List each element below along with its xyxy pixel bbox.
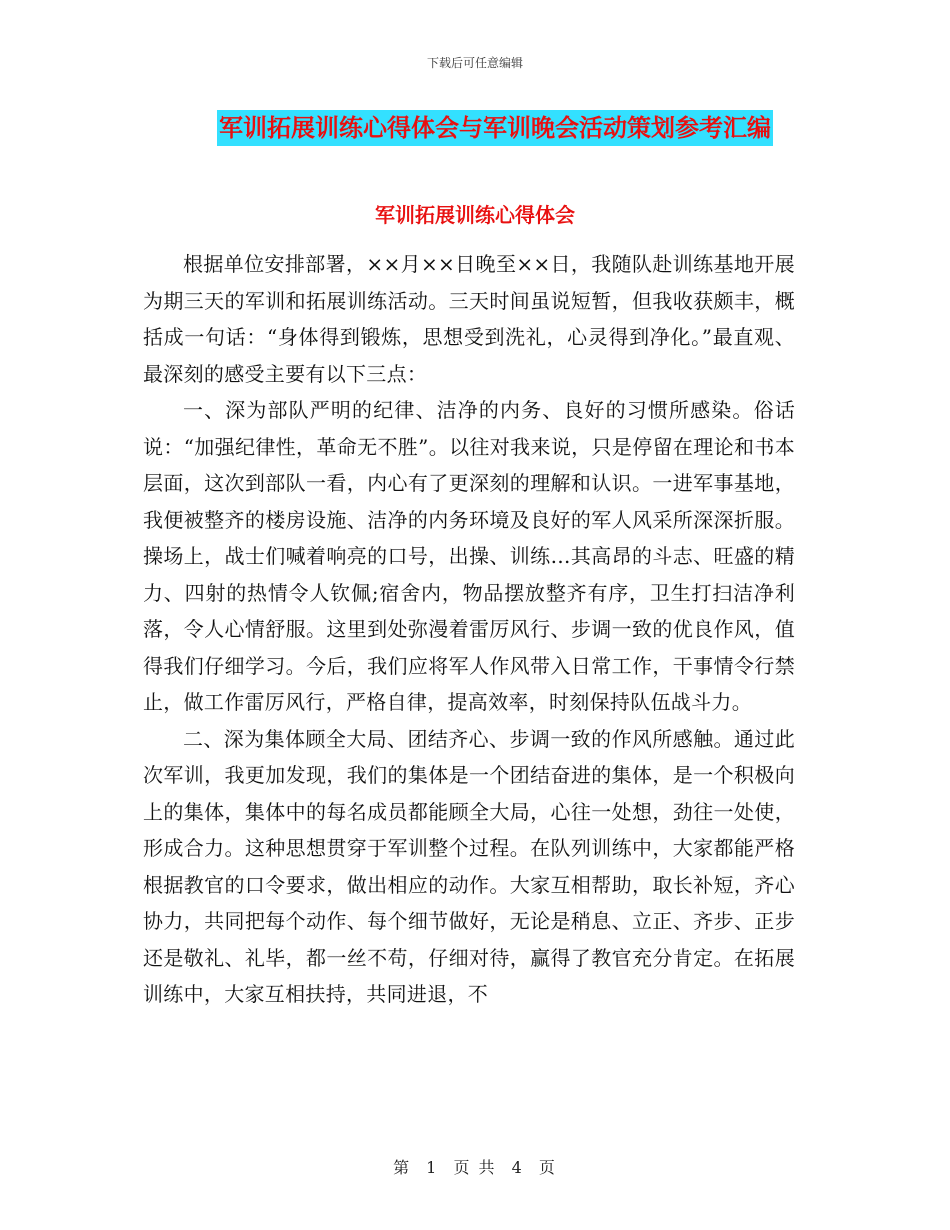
body-text [143,246,795,1013]
paragraph: 根据单位安排部署，××月××日晚至××日，我随队赴训练基地开展为期三天的军训和拓展训练活动。三天时间虽说短暂，但我收获颇丰，概括成一句话：“身体得到锻炼，思想受到洗礼，心灵得到净化。”最直观、最深刻的感受主要有以下三点： [143,252,795,386]
section-title: 军训拓展训练心得体会 [375,203,575,227]
paragraph: 二、深为集体顾全大局、团结齐心、步调一致的作风所感触。通过此次军训，我更加发现，我们的集体是一个团结奋进的集体，是一个积极向上的集体，集体中的每名成员都能顾全大局，心往一处想，劲往一处使，形成合力。这种思想贯穿于军训整个过程。在队列训练中，大家都能严格根据教官的口令要求，做出相应的动作。大家互相帮助，取长补短，齐心协力，共同把每个动作、每个细节做好，无论是稍息、立正、齐步、正步还是敬礼、礼毕，都一丝不苟，仔细对待，赢得了教官充分肯定。在拓展训练中，大家互相扶持，共同进退，不 [143,726,795,1006]
footer-middle: 页 共 [453,1158,497,1177]
main-title-wrap [0,110,950,146]
paragraph: 一、深为部队严明的纪律、洁净的内务、良好的习惯所感染。俗话说：“加强纪律性，革命无不胜”。以往对我来说，只是停留在理论和书本层面，这次到部队一看，内心有了更深刻的理解和认识。一进军事基地，我便被整齐的楼房设施、洁净的内务环境及良好的军人风采所深深折服。操场上，战士们喊着响亮的口号，出操、训练…其高昂的斗志、旺盛的精力、四射的热情令人钦佩;宿舍内，物品摆放整齐有序，卫生打扫洁净利落，令人心情舒服。这里到处弥漫着雷厉风行、步调一致的优良作风，值得我们仔细学习。今后，我们应将军人作风带入日常工作，干事情令行禁止，做工作雷厉风行，严格自律，提高效率，时刻保持队伍战斗力。 [143,398,795,714]
footer-suffix: 页 [538,1158,557,1177]
main-title: 军训拓展训练心得体会与军训晚会活动策划参考汇编 [217,110,773,146]
page-footer [0,1155,950,1178]
page-number: 1 [426,1158,439,1177]
footer-prefix: 第 [393,1158,412,1177]
page-total: 4 [511,1158,524,1177]
header-note: 下载后可任意编辑 [426,56,523,70]
